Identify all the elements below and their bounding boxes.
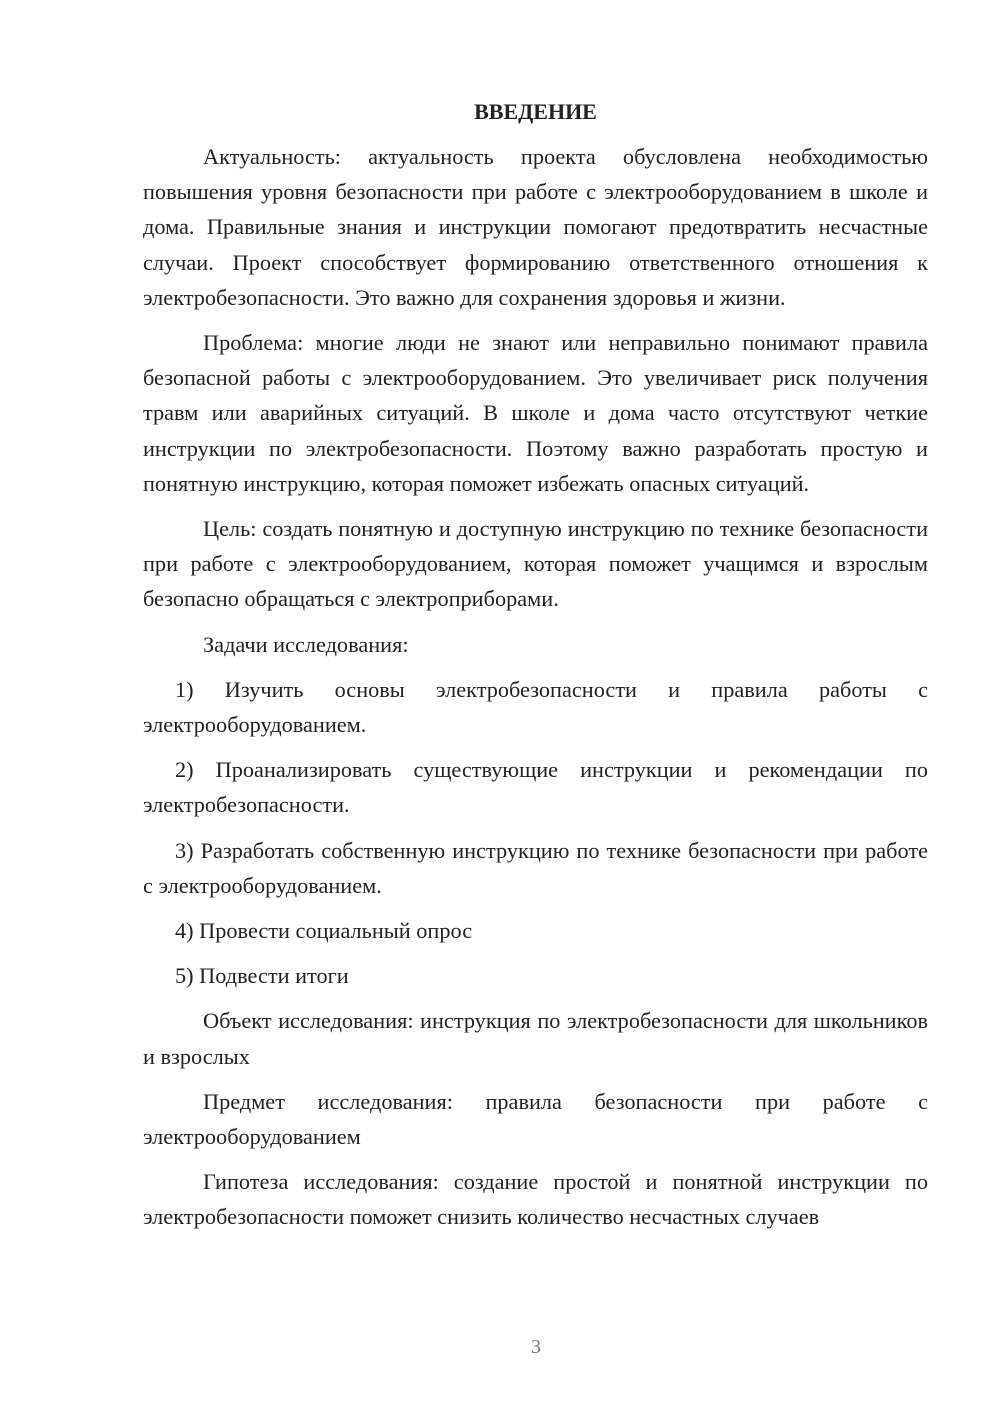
task-item-4: 4) Провести социальный опрос: [175, 918, 473, 944]
subject-paragraph: Предмет исследования: правила безопасности при работе с электрооборудованием: [143, 1088, 928, 1150]
page-number: 3: [531, 1336, 541, 1358]
page-title: ВВЕДЕНИЕ: [474, 99, 597, 124]
page-content: [143, 94, 928, 1245]
task-item-2: 2) Проанализировать существующие инструкции и рекомендации по электробезопасности.: [143, 757, 928, 818]
tasks-heading: Задачи исследования:: [203, 631, 409, 657]
relevance-paragraph: Актуальность: актуальность проекта обусловлена необходимостью повышения уровня безопасности при работе с электрооборудованием в школе и дома. Правильные знания и инструкции помогают предотвратить несчастные случаи. Проект способствует формированию ответственного отношения к электробезопасности. Это важно для сохранения здоровья и жизни.: [143, 144, 928, 310]
goal-paragraph: Цель: создать понятную и доступную инструкцию по технике безопасности при работе с электрооборудованием, которая поможет учащимся и взрослым безопасно обращаться с электроприборами.: [143, 516, 928, 612]
object-paragraph: Объект исследования: инструкция по электробезопасности для школьников и взрослых: [143, 1008, 928, 1069]
task-item-1: 1) Изучить основы электробезопасности и правила работы с электрооборудованием.: [143, 676, 928, 738]
task-item-5: 5) Подвести итоги: [175, 963, 349, 989]
hypothesis-paragraph: Гипотеза исследования: создание простой и понятной инструкции по электробезопасности поможет снизить количество несчастных случаев: [143, 1169, 928, 1230]
task-item-3: 3) Разработать собственную инструкцию по технике безопасности при работе с электрооборудованием.: [143, 837, 928, 898]
problem-paragraph: Проблема: многие люди не знают или неправильно понимают правила безопасной работы с электрооборудованием. Это увеличивает риск получения травм или аварийных ситуаций. В школе и дома часто отсутствуют четкие инструкции по электробезопасности. Поэтому важно разработать простую и понятную инструкцию, которая поможет избежать опасных ситуаций.: [143, 330, 928, 496]
